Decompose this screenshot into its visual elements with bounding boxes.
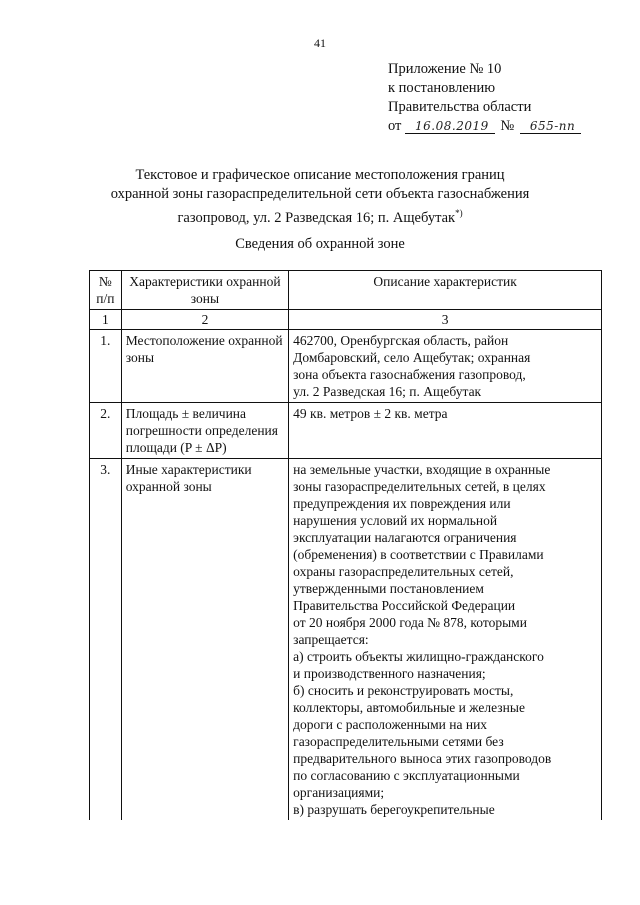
footnote-mark: *): [455, 208, 463, 218]
header-description: Описание характеристик: [289, 271, 602, 310]
description-line: нарушения условий их нормальной: [293, 513, 498, 528]
section-subtitle: Сведения об охранной зоне: [235, 236, 405, 252]
row-description: [289, 403, 602, 459]
description-line: организациями;: [293, 785, 385, 800]
description-line: предварительного выноса этих газопроводов: [293, 751, 552, 766]
row-number: 2.: [90, 403, 122, 459]
column-numbers-row: [90, 310, 602, 330]
appendix-header: [388, 60, 581, 136]
description-line: ул. 2 Разведская 16; п. Ащебутак: [293, 384, 482, 399]
row-description: [289, 459, 602, 821]
table-row: [90, 403, 602, 459]
title-line-1: Текстовое и графическое описание местоположения границ: [135, 167, 505, 183]
description-line: 462700, Оренбургская область, район: [293, 333, 509, 348]
table-header-row: [90, 271, 602, 310]
description-line: дороги с расположенными на них: [293, 717, 488, 732]
description-line: зона объекта газоснабжения газопровод,: [293, 367, 526, 382]
column-number: 2: [121, 310, 288, 330]
column-number: 1: [90, 310, 122, 330]
table-row: [90, 330, 602, 403]
row-number: 3.: [90, 459, 122, 821]
title-line-3: газопровод, ул. 2 Разведская 16; п. Ащебутак*): [177, 208, 463, 226]
appendix-line-3: Правительства области: [388, 99, 532, 115]
description-line: а) строить объекты жилищно-гражданского: [293, 649, 544, 664]
table-row: [90, 459, 602, 821]
protection-zone-table: [89, 270, 602, 820]
description-line: от 20 ноября 2000 года № 878, которыми: [293, 615, 527, 630]
handwritten-date: 16.08.2019: [405, 119, 495, 134]
header-characteristics: Характеристики охранной зоны: [121, 271, 288, 310]
description-line: запрещается:: [293, 632, 369, 647]
description-line: газораспределительными сетями без: [293, 734, 504, 749]
row-characteristic: Площадь ± величина погрешности определения площади (P ± ΔP): [121, 403, 288, 459]
column-number: 3: [289, 310, 602, 330]
document-title: [60, 166, 580, 228]
description-line: утвержденными постановлением: [293, 581, 484, 596]
description-line: предупреждения их повреждения или: [293, 496, 511, 511]
header-number: № п/п: [90, 271, 122, 310]
number-sign: №: [500, 118, 515, 134]
appendix-line-1: Приложение № 10: [388, 61, 502, 77]
appendix-date-line: [388, 117, 581, 136]
description-line: Правительства Российской Федерации: [293, 598, 516, 613]
description-line: (обременения) в соответствии с Правилами: [293, 547, 544, 562]
description-line: охраны газораспределительных сетей,: [293, 564, 514, 579]
description-line: коллекторы, автомобильные и железные: [293, 700, 525, 715]
description-line: в) разрушать берегоукрепительные: [293, 802, 495, 817]
description-line: на земельные участки, входящие в охранные: [293, 462, 551, 477]
from-label: от: [388, 118, 402, 134]
description-line: Домбаровский, село Ащебутак; охранная: [293, 350, 531, 365]
description-line: и производственного назначения;: [293, 666, 486, 681]
handwritten-number: 655-пп: [520, 119, 581, 134]
description-line: по согласованию с эксплуатационными: [293, 768, 520, 783]
description-line: зоны газораспределительных сетей, в целях: [293, 479, 546, 494]
description-line: б) сносить и реконструировать мосты,: [293, 683, 514, 698]
row-description: [289, 330, 602, 403]
row-characteristic: Местоположение охранной зоны: [121, 330, 288, 403]
description-line: 49 кв. метров ± 2 кв. метра: [293, 406, 448, 421]
row-characteristic: Иные характеристики охранной зоны: [121, 459, 288, 821]
page-number: 41: [314, 36, 326, 50]
appendix-line-2: к постановлению: [388, 80, 496, 96]
row-number: 1.: [90, 330, 122, 403]
description-line: эксплуатации налагаются ограничения: [293, 530, 517, 545]
title-line-2: охранной зоны газораспределительной сети объекта газоснабжения: [110, 186, 530, 202]
